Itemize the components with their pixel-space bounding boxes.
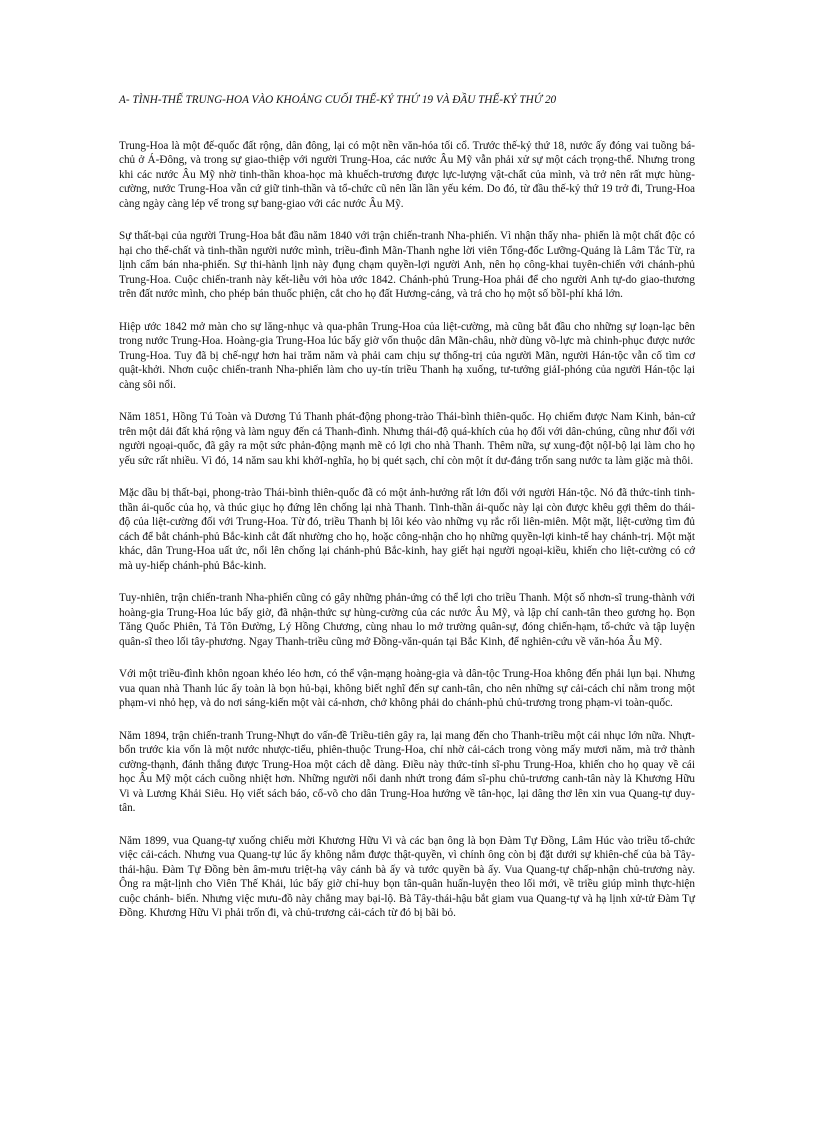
paragraph-6: Tuy-nhiên, trận chiến-tranh Nha-phiến cũng có gây những phản-ứng có thể lợi cho triều Thanh. Một số nhơn-sĩ trung-thành với hoàng-gia Trung-Hoa lúc bấy giờ, đã nhận-thức sự hùng-cường của các nước Âu Mỹ, và lập chí canh-tân theo gương họ. Bọn Tăng Quốc Phiên, Tả Tôn Đường, Lý Hồng Chương, cùng nhau lo mở trường quân-sự, đóng chiến-hạm, tổ-chức và tập luyện quân-sĩ theo lối tây-phương. Ngay Thanh-triều cũng mở Đồng-văn-quán tại Bắc Kinh, để nghiên-cứu về văn-hóa Âu Mỹ.: [119, 592, 695, 648]
paragraph-7: Với một triều-đình khôn ngoan khéo léo hơn, có thể vận-mạng hoàng-gia và dân-tộc Trung-Hoa không đến phải lụn bại. Nhưng vua quan nhà Thanh lúc ấy toàn là bọn hủ-bại, không biết nghĩ đến sự canh-tân, cho nên những sự cải-cách chỉ nằm trong một phạm-vi nhỏ hẹp, và do nơi sáng-kiến một vài cá-nhơn, chớ không phải do chánh-phủ chủ-trương trong phạm-vi toàn-quốc.: [119, 668, 695, 709]
paragraph-9: Năm 1899, vua Quang-tự xuống chiếu mời Khương Hữu Vi và các bạn ông là bọn Đàm Tự Đồng, Lâm Húc vào triều tổ-chức việc cải-cách. Nhưng vua Quang-tự lúc ấy không nắm được thật-quyền, vì chính ông còn bị đặt dưới sự khiên-chế của bà Tây-thái-hậu. Đàm Tự Đồng bèn âm-mưu triệt-hạ vây cánh bà ấy và tước quyền bà ấy. Vua Quang-tự chấp-nhận chủ-trương này. Ông ra mật-lịnh cho Viên Thế Khải, lúc bấy giờ chỉ-huy bọn tân-quân huấn-luyện theo lối mới, về triều giúp mình thực-hiện cuộc chánh- biến. Nhưng việc mưu-đồ này chẳng may bại-lộ. Bà Tây-thái-hậu bắt giam vua Quang-tự và hạ lịnh xử-tử Đàm Tự Đồng. Khương Hữu Vi phải trốn đi, và chủ-trương cải-cách từ đó bị bãi bỏ.: [119, 834, 695, 919]
paragraph-4: Năm 1851, Hồng Tú Toàn và Dương Tú Thanh phát-động phong-trào Thái-bình thiên-quốc. Họ chiếm được Nam Kinh, bản-cứ trên một dải đất khá rộng và làm nguy đến cả Thanh-đình. Nhưng thái-độ quá-khích của họ đối với dân-chúng, cũng như đối với người ngoại-quốc, đã gây ra một sức phản-động mạnh mẽ có lợi cho nhà Thanh. Thêm nữa, sự xung-đột nộI-bộ lại làm cho họ yếu sức rất nhiều. Vì đó, 14 năm sau khi khởI-nghĩa, họ bị quét sạch, chỉ còn một ít dư-đảng trốn sang nước ta làm giặc mà thôi.: [119, 411, 695, 467]
section-heading: A- TÌNH-THẾ TRUNG-HOA VÀO KHOẢNG CUỐI THẾ-KỶ THỨ 19 VÀ ĐẦU THẾ-KỶ THỨ 20: [119, 94, 557, 106]
paragraph-8: Năm 1894, trận chiến-tranh Trung-Nhựt do vấn-đề Triều-tiên gây ra, lại mang đến cho Thanh-triều một cái nhục lớn nữa. Nhựt-bổn trước kia vốn là một nước nhược-tiểu, phiên-thuộc Trung-Hoa, chỉ nhờ cải-cách trong vòng mấy mươi năm, mà trở thành cường-thạnh, đánh thắng được Trung-Hoa một cách dễ dàng. Điều này thức-tỉnh sĩ-phu Trung-Hoa, khiến cho họ quay về cái học Âu Mỹ một cách cuồng nhiệt hơn. Những người nổi danh nhứt trong đám sĩ-phu chủ-trương canh-tân này là Khương Hữu Vi và Lương Khải Siêu. Họ viết sách báo, cổ-võ cho dân Trung-Hoa hướng về tân-học, lại dâng thơ lên xin vua Quang-tự duy-tân.: [119, 729, 695, 814]
paragraph-1: Trung-Hoa là một đế-quốc đất rộng, dân đông, lại có một nền văn-hóa tối cổ. Trước thế-kỷ thứ 18, nước ấy đóng vai tuồng bá-chủ ở Á-Đông, và trong sự giao-thiệp với người Trung-Hoa, các nước Âu Mỹ vẫn phải xử sự một cách trọng-thể. Nhưng trong khi các nước Âu Mỹ nhờ tinh-thần khoa-học mà khuếch-trương được lực-lượng vật-chất của mình, và trở nên rất mực hùng-cường, nước Trung-Hoa vẫn cứ giữ tinh-thần và tổ-chức cũ nên lần lần yếu kém. Do đó, từ đầu thế-kỷ thứ 19 trở đi, Trung-Hoa càng ngày càng lép vế trong sự bang-giao với các nước Âu Mỹ.: [119, 139, 695, 210]
paragraph-5: Mặc dầu bị thất-bại, phong-trào Thái-bình thiên-quốc đã có một ảnh-hưởng rất lớn đối với người Hán-tộc. Nó đã thức-tỉnh tinh-thần ái-quốc của họ, và thúc giục họ đứng lên chống lại nhà Thanh. Tinh-thần ái-quốc này lại còn được khêu gợi thêm do thái-độ của liệt-cường đối với Trung-Hoa. Từ đó, triều Thanh bị lôi kéo vào những vụ rắc rối liên-miên. Một mặt, liệt-cường tìm đủ cách để bắt chánh-phủ Bắc-kinh cắt đất nhường cho họ, hoặc công-nhận cho họ những quyền-lợi kinh-tế hay chánh-trị. Một mặt khác, dân Trung-Hoa uất ức, nổi lên chống lại chánh-phủ Bắc-kinh, hay giết hại người ngoại-kiều, khiến cho liệt-cường có cớ mà uy-hiếp chánh-phủ Bắc-kinh.: [119, 487, 695, 572]
paragraph-2: Sự thất-bại của người Trung-Hoa bắt đầu năm 1840 với trận chiến-tranh Nha-phiến. Vì nhận thấy nha- phiến là một chất độc có hại cho thể-chất và tinh-thần người nước mình, triều-đình Mãn-Thanh nghe lời viên Tổng-đốc Lưỡng-Quảng là Lâm Tắc Từ, ra lịnh cấm bán nha-phiến. Sự thi-hành lịnh này đụng chạm quyền-lợi người Anh, nên họ công-khai tuyên-chiến với chánh-phủ Trung-Hoa. Cuộc chiến-tranh này kết-liễu với hòa ước 1842. Chánh-phủ Trung-Hoa phải để cho người Anh tự-do giao-thương trên đất nước mình, cho phép bán thuốc phiện, cắt cho họ đất Hương-cảng, và trả cho họ một số bồI-phí khá lớn.: [119, 230, 695, 300]
document-page: [119, 93, 695, 939]
paragraph-3: Hiệp ước 1842 mở màn cho sự lăng-nhục và qua-phân Trung-Hoa của liệt-cường, mà cũng bắt đầu cho những sự loạn-lạc bên trong nước Trung-Hoa. Hoàng-gia Trung-Hoa lúc bấy giờ vốn thuộc dân Mãn-châu, nhờ dùng võ-lực mà chinh-phục được nước Trung-Hoa. Tuy đã bị chế-ngự hơn hai trăm năm và phải cam chịu sự thống-trị của người Mãn, người Hán-tộc vẫn cố tìm cơ quật-khởi. Nhơn cuộc chiến-tranh Nha-phiến làm cho uy-tín triều Thanh hạ xuống, tư-tưởng giảI-phóng của người Hán-tộc lại càng sôi nổi.: [119, 320, 695, 391]
